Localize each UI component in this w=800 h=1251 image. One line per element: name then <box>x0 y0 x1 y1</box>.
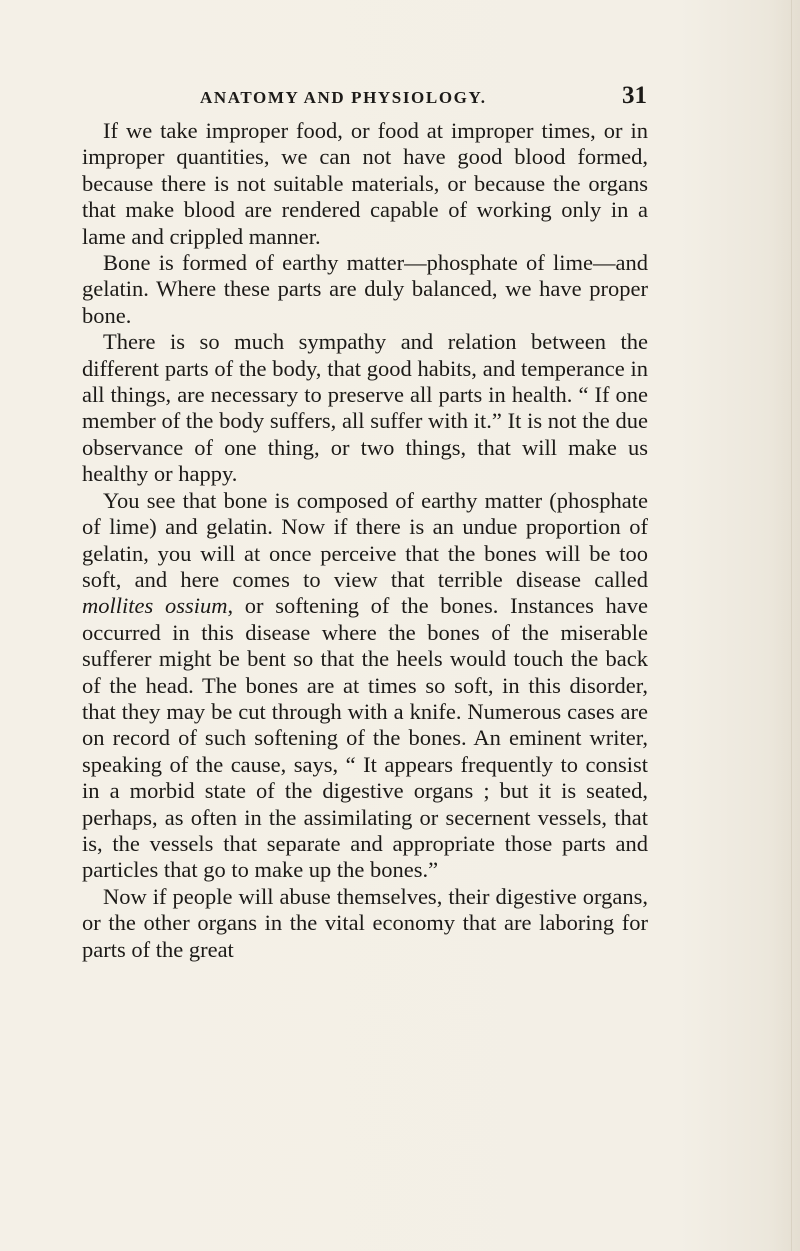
italic-term: mollites ossium <box>82 593 228 619</box>
paragraph-sympathy: There is so much sympathy and relation between the different parts of the body, that good habits, and temperance in all things, are necessary to preserve all parts in health. “ If one member of the body suffers, all suffer with it.” It is not the due observance of one thing, or two things, that will make us healthy or happy. <box>82 329 648 487</box>
running-head: ANATOMY AND PHYSIOLOGY. <box>200 88 487 107</box>
page-number: 31 <box>622 82 647 109</box>
paragraph-bone-formation: Bone is formed of earthy matter—phosphate of lime—and gelatin. Where these parts are duly balanced, we have proper bone. <box>82 250 648 328</box>
paragraph-improper-food: If we take improper food, or food at improper times, or in improper quantities, we can not have good blood formed, because there is not suitable materials, or because the organs that make blood are rendered capable of working only in a lame and crippled manner. <box>82 118 648 249</box>
paragraph-abuse: Now if people will abuse themselves, their digestive organs, or the other organs in the vital economy that are laboring for parts of the great <box>82 883 648 962</box>
paragraph-mollites-ossium <box>82 488 648 884</box>
paragraph-text-after: , or softening of the bones. Instances have occurred in this disease where the bones of the miserable sufferer might be bent so that the heels would touch the back of the head. The bones are at times so soft, in this disorder, that they may be cut through with a knife. Numerous cases are on record of such softening of the bones. An eminent writer, speaking of the cause, says, “ It appears frequently to consist in a morbid state of the digestive organs ; but it is seated, perhaps, as often in the assimilating or secernent vessels, that is, the vessels that separate and appropriate those parts and particles that go to make up the bones.” <box>82 593 648 883</box>
body-text <box>82 118 648 963</box>
paragraph-text-before: You see that bone is composed of earthy matter (phosphate of lime) and gelatin. Now if there is an undue proportion of gelatin, you will at once perceive that the bones will be too soft, and here comes to view that terrible disease called <box>82 487 648 592</box>
page-header <box>200 82 647 112</box>
page-edge <box>791 0 792 1251</box>
